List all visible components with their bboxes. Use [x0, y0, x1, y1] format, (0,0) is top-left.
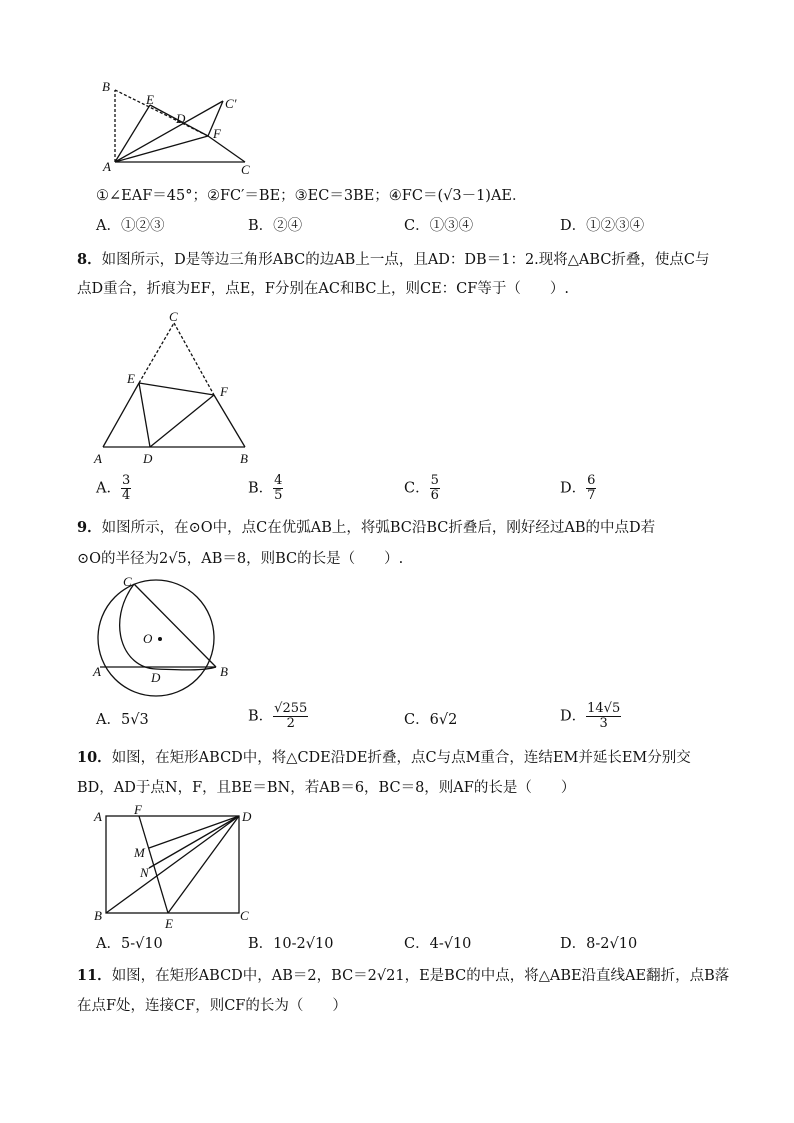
q9-option-b-letter: B．	[248, 708, 274, 725]
q8-option-b[interactable]	[248, 474, 283, 503]
q8-option-a-den: 4	[121, 488, 131, 503]
q9-option-a[interactable]	[96, 708, 149, 730]
q9-option-c-value: 6√2	[429, 712, 458, 728]
q8-option-c-fraction	[430, 474, 440, 503]
q8-label-E: E	[127, 371, 135, 386]
q7-label-E: E	[146, 92, 154, 107]
q9-option-c[interactable]	[404, 708, 457, 730]
q9-label-O: O	[143, 631, 153, 646]
q7-option-a[interactable]: A．①②③	[96, 218, 165, 234]
q9-option-d-den: 3	[599, 716, 608, 731]
q11-stem-2: 在点F处，连接CF，则CF的长为（ ）	[77, 998, 347, 1014]
q7-label-F: F	[213, 126, 221, 141]
q8-label-B: B	[240, 451, 248, 466]
q9-stem-2: ⊙O的半径为2√5，AB＝8，则BC的长是（ ）.	[77, 551, 404, 567]
q9-stem-1: 如图所示，在⊙O中，点C在优弧AB上，将弧BC沿BC折叠后，刚好经过AB的中点D若	[101, 520, 656, 536]
q10-label-M: M	[134, 845, 145, 860]
q10-label-F: F	[134, 802, 142, 817]
q8-option-b-den: 5	[274, 488, 283, 503]
q7-label-C: C	[241, 162, 250, 177]
q8-label-C: C	[169, 309, 178, 324]
q8-option-d-den: 7	[587, 488, 596, 503]
q8-option-c[interactable]	[404, 474, 440, 503]
q10-option-c[interactable]: C．4-√10	[404, 936, 472, 952]
q11-number: 11．	[77, 967, 112, 984]
q8-figure	[88, 306, 268, 468]
q10-figure	[88, 802, 258, 932]
q8-option-a[interactable]	[96, 474, 131, 503]
q10-label-D: D	[242, 809, 252, 824]
q7-option-c[interactable]: C．①③④	[404, 218, 474, 234]
q8-label-F: F	[220, 384, 228, 399]
q7-option-d[interactable]: D．①②③④	[560, 218, 645, 234]
q9-option-b-den: 2	[286, 716, 295, 731]
q9-option-b-fraction	[273, 702, 308, 731]
q9-option-a-letter: A．	[96, 712, 121, 728]
q8-label-D: D	[143, 451, 153, 466]
q7-label-D: D	[176, 111, 186, 126]
q9-center-dot	[158, 637, 162, 641]
q8-option-c-den: 6	[430, 488, 439, 503]
q10-label-N: N	[140, 865, 149, 880]
q8-option-b-letter: B．	[248, 480, 274, 497]
q8-option-a-letter: A．	[96, 480, 121, 497]
q9-option-c-letter: C．	[404, 712, 430, 728]
q8-number: 8．	[77, 251, 102, 268]
q10-stem-1: 如图，在矩形ABCD中，将△CDE沿DE折叠，点C与点M重合，连结EM并延长EM分别交	[111, 750, 691, 766]
q11-stem-1: 如图，在矩形ABCD中，AB＝2，BC＝2√21，E是BC的中点，将△ABE沿直线AE翻折，点B落	[111, 968, 730, 984]
q7-label-Cprime: C′	[225, 96, 237, 111]
q9-figure	[88, 572, 238, 704]
q10-option-d[interactable]: D．8-2√10	[560, 936, 638, 952]
q9-option-d-fraction	[586, 702, 621, 731]
q9-option-a-value: 5√3	[120, 712, 149, 728]
q10-option-b[interactable]: B．10-2√10	[248, 936, 334, 952]
q9-label-D: D	[151, 670, 161, 685]
q7-statements: ①∠EAF＝45°；②FC′＝BE；③EC＝3BE；④FC＝(√3－1)AE．	[96, 188, 527, 204]
q9-option-d[interactable]	[560, 702, 621, 731]
q10-label-C: C	[240, 908, 249, 923]
q10-text-line1	[77, 748, 691, 768]
q10-number: 10．	[77, 749, 112, 766]
q8-option-d-fraction	[586, 474, 596, 503]
q8-text-line1	[77, 250, 710, 270]
q8-option-d-num: 6	[587, 473, 596, 488]
q9-label-B: B	[220, 664, 228, 679]
q9-option-d-num: 14√5	[587, 701, 621, 716]
q9-option-d-letter: D．	[560, 708, 587, 725]
q9-option-b[interactable]	[248, 702, 308, 731]
q7-option-b[interactable]: B．②④	[248, 218, 303, 234]
q10-label-E: E	[165, 916, 173, 931]
q9-option-b-num: √255	[274, 701, 308, 716]
q7-label-B: B	[102, 79, 110, 94]
q7-figure	[95, 78, 265, 178]
q8-option-c-letter: C．	[404, 480, 430, 497]
q9-label-C: C	[123, 574, 132, 589]
q8-option-d-letter: D．	[560, 480, 587, 497]
q11-text-line1	[77, 966, 729, 986]
q10-stem-2: BD，AD于点N，F，且BE＝BN，若AB＝6，BC＝8，则AF的长是（ ）	[77, 780, 576, 796]
q10-option-a[interactable]: A．5-√10	[96, 936, 163, 952]
q8-label-A: A	[94, 451, 102, 466]
q10-label-B: B	[94, 908, 102, 923]
q8-option-a-fraction	[121, 474, 131, 503]
q8-stem-1: 如图所示，D是等边三角形ABC的边AB上一点，且AD：DB＝1：2.现将△ABC折叠，使点C与	[101, 252, 710, 268]
q8-option-d[interactable]	[560, 474, 596, 503]
q8-option-a-num: 3	[121, 473, 131, 488]
q8-option-b-fraction	[273, 474, 283, 503]
q8-stem-2: 点D重合，折痕为EF，点E，F分别在AC和BC上，则CE：CF等于（ ）.	[77, 281, 569, 297]
q8-option-c-num: 5	[430, 473, 439, 488]
q8-option-b-num: 4	[274, 473, 283, 488]
q9-text-line1	[77, 518, 655, 538]
q9-number: 9．	[77, 519, 102, 536]
q10-label-A: A	[94, 809, 102, 824]
q9-label-A: A	[93, 664, 101, 679]
q7-label-A: A	[103, 159, 111, 174]
